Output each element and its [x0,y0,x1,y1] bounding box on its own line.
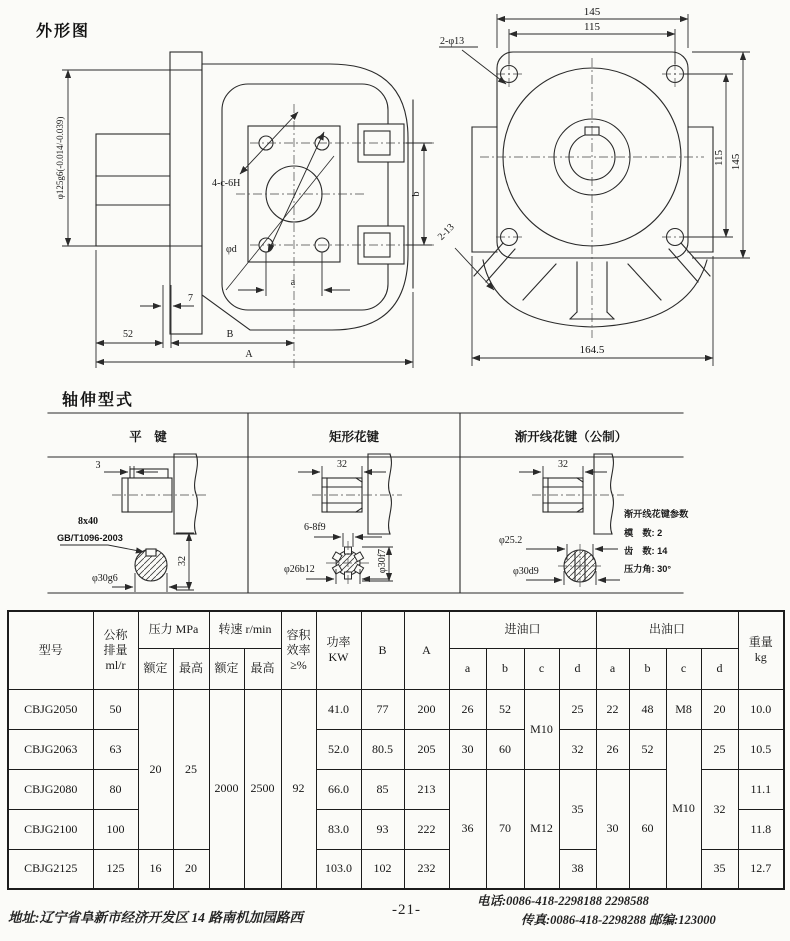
cell-model: CBJG2125 [8,849,93,889]
cell-pressure-max: 25 [173,689,209,849]
col-inlet-b: b [486,648,524,689]
col-displacement: 公称 排量 ml/r [93,611,138,689]
col-outlet-c: c [666,648,701,689]
col-weight: 重量 kg [738,611,784,689]
dim-7-label: 7 [188,293,193,304]
cell-in-a: 36 [449,769,486,889]
dim-A-label: A [245,349,253,360]
cell-out-a: 22 [596,689,629,729]
cell-disp: 50 [93,689,138,729]
dim-115-top: 115 [583,21,601,33]
cell-disp: 100 [93,809,138,849]
cell-B: 77 [361,689,404,729]
cell-power: 83.0 [316,809,361,849]
cell-B: 93 [361,809,404,849]
dim-32-rect-label: 32 [337,459,347,470]
dim-B-label: B [226,329,234,340]
cell-efficiency: 92 [281,689,316,889]
dim-dia125-label: φ125g6(-0.014/-0.039) [55,116,65,200]
col-speed: 转速 r/min [209,611,281,648]
major-dia-rect-label: φ30f7 [377,548,388,574]
cell-out-b: 52 [629,729,666,769]
cell-in-d: 38 [559,849,596,889]
cell-out-c: M8 [666,689,701,729]
col-inlet-c: c [524,648,559,689]
dim-32-inv-label: 32 [558,459,568,470]
cell-out-d: 35 [701,849,738,889]
dim-115-right: 115 [713,149,725,167]
cell-model: CBJG2050 [8,689,93,729]
cell-A: 213 [404,769,449,809]
cell-A: 232 [404,849,449,889]
col-power: 功率 KW [316,611,361,689]
pump-front-view [472,52,713,338]
cell-B: 80.5 [361,729,404,769]
cell-B: 85 [361,769,404,809]
cell-power: 52.0 [316,729,361,769]
dim-164-5: 164.5 [579,344,605,356]
col-outlet-d: d [701,648,738,689]
cell-in-d: 35 [559,769,596,849]
cell-weight: 11.8 [738,809,784,849]
cell-B: 102 [361,849,404,889]
cell-in-c: M10 [524,689,559,769]
col-speed-max: 最高 [244,648,281,689]
cell-in-d: 32 [559,729,596,769]
table-row [8,689,784,729]
cell-out-c: M10 [666,729,701,889]
cell-in-d: 25 [559,689,596,729]
dim-a-label: a [290,277,296,288]
cell-weight: 10.0 [738,689,784,729]
cell-disp: 125 [93,849,138,889]
rect-spline-title: 矩形花键 [328,430,380,444]
cell-out-d: 25 [701,729,738,769]
cell-speed-max: 2500 [244,689,281,889]
fax-and-postcode: 传真:0086-418-2298288 邮编:123000 [521,913,716,927]
dim-145-right: 145 [730,153,742,171]
cell-weight: 11.1 [738,769,784,809]
flat-key-title: 平 键 [129,430,167,444]
col-inlet-d: d [559,648,596,689]
col-inlet-a: a [449,648,486,689]
col-model: 型号 [8,611,93,689]
cell-pressure-max: 20 [173,849,209,889]
col-B: B [361,611,404,689]
shaft-dia-flat-label: φ30g6 [92,573,118,584]
cell-A: 205 [404,729,449,769]
cell-model: CBJG2100 [8,809,93,849]
spline-spec-label: 6-8f9 [304,522,326,533]
cell-in-b: 52 [486,689,524,729]
pump-side-view [96,52,434,368]
cell-out-b: 48 [629,689,666,729]
cell-out-d: 20 [701,689,738,729]
cell-in-a: 26 [449,689,486,729]
cell-pressure-rated: 20 [138,689,173,849]
dim-2-13-callout: 2-13 [435,221,457,243]
cell-disp: 80 [93,769,138,809]
outline-drawing-title: 外形图 [36,23,91,40]
cell-A: 200 [404,689,449,729]
spec-table [7,610,785,890]
cell-out-b: 60 [629,769,666,889]
key-standard-label: GB/T1096-2003 [57,533,123,543]
cell-in-b: 70 [486,769,524,889]
cell-disp: 63 [93,729,138,769]
key-size-label: 8x40 [78,516,98,527]
dim-3-label: 3 [95,460,101,471]
spline-param-module: 模 数: 2 [624,528,663,538]
cell-power: 66.0 [316,769,361,809]
involute-spline-drawing [499,454,689,588]
cell-in-a: 30 [449,729,486,769]
dim-port-dia: φd [226,244,237,255]
dim-bolt-callout: 4-c-6H [212,178,241,189]
minor-dia-rect-label: φ26b12 [284,564,315,575]
cell-in-c: M12 [524,769,559,889]
dim-2-phi13-callout: 2-φ13 [440,36,465,47]
dim-32-flat-label: 32 [177,556,188,566]
col-pressure-max: 最高 [173,648,209,689]
shaft-types-title: 轴伸型式 [62,392,135,409]
phone-numbers: 电话:0086-418-2298188 2298588 [477,894,649,908]
dim-b-label: b [411,191,422,197]
cell-pressure-rated: 16 [138,849,173,889]
col-outlet: 出油口 [596,611,738,648]
flat-key-drawing [57,454,206,592]
spline-param-teeth: 齿 数: 14 [624,546,668,556]
rect-spline-drawing [284,454,402,585]
dim-145-top: 145 [583,6,601,18]
cell-A: 222 [404,809,449,849]
cell-power: 41.0 [316,689,361,729]
involute-spline-title: 渐开线花键（公制） [514,430,628,444]
cell-weight: 10.5 [738,729,784,769]
company-address: 地址:辽宁省阜新市经济开发区 14 路南机加园路西 [8,910,303,925]
cell-model: CBJG2063 [8,729,93,769]
col-speed-rated: 额定 [209,648,244,689]
dim-52-label: 52 [123,329,133,340]
cell-out-a: 26 [596,729,629,769]
cell-out-a: 30 [596,769,629,889]
spline-param-angle: 压力角: 30° [624,564,672,574]
col-outlet-a: a [596,648,629,689]
col-pressure: 压力 MPa [138,611,209,648]
major-dia-inv-label: φ30d9 [513,566,539,577]
cell-weight: 12.7 [738,849,784,889]
page-number: -21- [392,902,421,918]
col-efficiency: 容积 效率 ≥% [281,611,316,689]
col-pressure-rated: 额定 [138,648,173,689]
cell-speed-rated: 2000 [209,689,244,889]
col-A: A [404,611,449,689]
col-outlet-b: b [629,648,666,689]
table-row [8,729,784,769]
cell-in-b: 60 [486,729,524,769]
cell-model: CBJG2080 [8,769,93,809]
pitch-dia-label: φ25.2 [499,535,523,546]
col-inlet: 进油口 [449,611,596,648]
cell-out-d: 32 [701,769,738,849]
cell-power: 103.0 [316,849,361,889]
spline-params-title: 渐开线花键参数 [624,509,689,519]
